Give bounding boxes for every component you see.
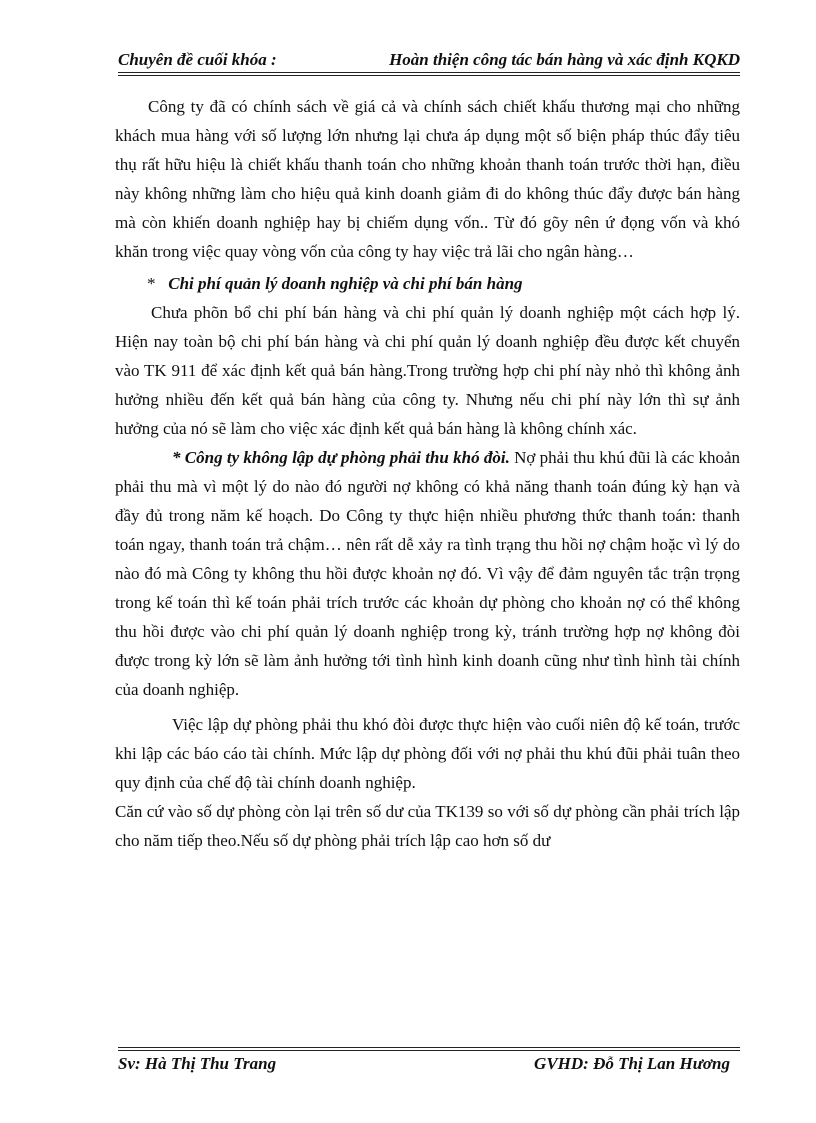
header-left: Chuyên đề cuối khóa : [118, 50, 277, 69]
paragraph-provision-basis: Căn cứ vào số dự phòng còn lại trên số dư của TK139 so với số dự phòng cần phải trích lập cho năm tiếp theo.Nếu số dự phòng phải trích lập cao hơn số dư [115, 802, 740, 850]
header-title: Hoàn thiện công tác bán hàng và xác định KQKD [389, 50, 740, 69]
page-header [118, 48, 740, 72]
heading-costs-text: Chi phí quản lý doanh nghiệp và chi phí bán hàng [168, 274, 523, 293]
header-rule-bottom [118, 75, 740, 76]
paragraph-cost-allocation: Chưa phõn bổ chi phí bán hàng và chi phí quản lý doanh nghiệp một cách hợp lý. Hiện nay toàn bộ chi phí bán hàng và chi phí quản lý doanh nghiệp đều được kết chuyển vào TK 911 để xác định kết quả bán hàng.Trong trường hợp chi phí này nhỏ thì không ảnh hưởng nhiều đến kết quả bán hàng của công ty. Nhưng nếu chi phí này lớn thì sự ảnh hưởng của nó sẽ làm cho việc xác định kết quả bán hàng là không chính xác. [115, 303, 740, 438]
page-footer [118, 1052, 740, 1076]
section-heading-costs [147, 269, 740, 298]
footer-student: Sv: Hà Thị Thu Trang [118, 1054, 277, 1073]
bullet-star: * [147, 274, 156, 293]
header-rule-top [118, 72, 740, 73]
paragraph-doubtful-debts-text: Nợ phải thu khú đũi là các khoản phải thu mà vì một lý do nào đó người nợ không có khả năng thanh toán đúng kỳ hạn và đầy đủ trong năm kế hoạch. Do Công ty thực hiện nhiều phương thức thanh toán: thanh toán ngay, thanh toán trả chậm… nên rất dễ xảy ra tình trạng thu hồi nợ chậm hoặc vì lý do nào đó mà Công ty không thu hồi được khoản nợ đó. Vì vậy để đảm nguyên tắc trận trọng trong kế toán thì kế toán phải trích trước các khoản dự phòng cho khoản nợ có thể không thu hồi được vào chi phí quản lý doanh nghiệp trong kỳ, tránh trường hợp nợ không đòi được trong kỳ lớn sẽ làm ảnh hưởng tới tình hình kinh doanh cũng như tình hình tài chính của doanh nghiệp. [115, 448, 740, 699]
footer-rule-bottom [118, 1050, 740, 1051]
paragraph-doubtful-debts [115, 443, 740, 704]
paragraph-discount-policy: Công ty đã có chính sách về giá cả và chính sách chiết khấu thương mại cho những khách mua hàng với số lượng lớn nhưng lại chưa áp dụng một số biện pháp thúc đẩy tiêu thụ rất hữu hiệu là chiết khấu thanh toán cho những khoản thanh toán trước thời hạn, điều này không những làm cho hiệu quả kinh doanh giảm đi do không thúc đẩy được bán hàng mà còn khiến doanh nghiệp hay bị chiếm dụng vốn.. Từ đó gõy nên ứ đọng vốn và khó khăn trong việc quay vòng vốn của công ty hay việc trả lãi cho ngân hàng… [115, 97, 740, 261]
footer-supervisor: GVHD: Đỗ Thị Lan Hương [534, 1054, 730, 1073]
paragraph-provision-timing: Việc lập dự phòng phải thu khó đòi được thực hiện vào cuối niên độ kế toán, trước khi lập các báo cáo tài chính. Mức lập dự phòng đối với nợ phải thu khú đũi phải tuân theo quy định của chế độ tài chính doanh nghiệp. [115, 715, 740, 792]
heading-doubtful-debts: * Công ty không lập dự phòng phải thu khó đòi. [172, 448, 510, 467]
footer-rule-top [118, 1047, 740, 1048]
document-body [115, 92, 740, 855]
